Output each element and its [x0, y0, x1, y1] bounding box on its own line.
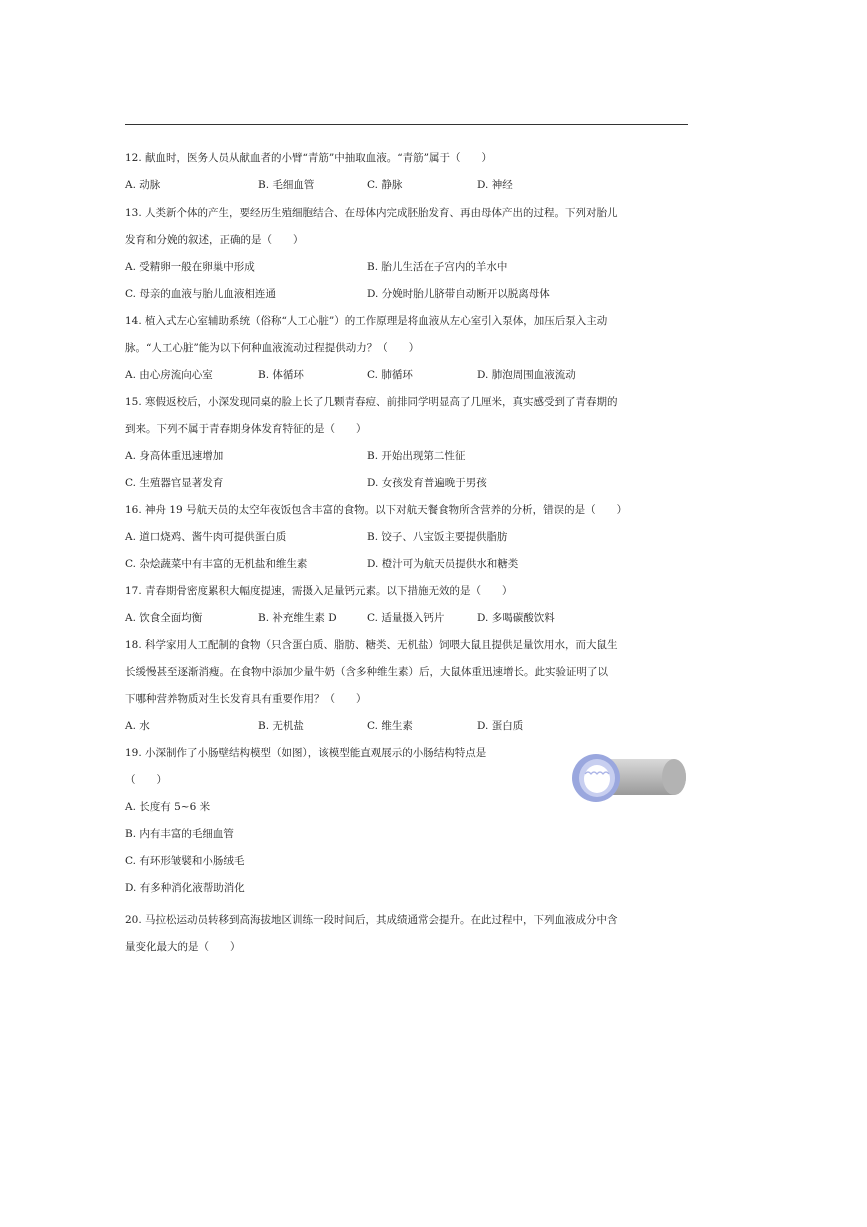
q15-option-a[interactable]: A. 身高体重迅速增加 [125, 450, 224, 462]
q17-option-c[interactable]: C. 适量摄入钙片 [367, 612, 445, 624]
q19-option-a[interactable]: A. 长度有 5~6 米 [125, 801, 211, 813]
q16-option-d[interactable]: D. 橙汁可为航天员提供水和糖类 [367, 558, 519, 570]
q13-option-a[interactable]: A. 受精卵一般在卵巢中形成 [125, 261, 255, 273]
question-12-stem: 12. 献血时，医务人员从献血者的小臂“青筋”中抽取血液。“青筋”属于（ ） [125, 152, 493, 164]
q16-option-c[interactable]: C. 杂烩蔬菜中有丰富的无机盐和维生素 [125, 558, 308, 570]
q12-option-d[interactable]: D. 神经 [477, 179, 513, 191]
q12-option-c[interactable]: C. 静脉 [367, 179, 403, 191]
q19-option-c[interactable]: C. 有环形皱襞和小肠绒毛 [125, 855, 245, 867]
q15-option-b[interactable]: B. 开始出现第二性征 [367, 450, 466, 462]
tube-end-cap [662, 759, 686, 795]
q13-option-c[interactable]: C. 母亲的血液与胎儿血液相连通 [125, 288, 276, 300]
q17-option-a[interactable]: A. 饮食全面均衡 [125, 612, 203, 624]
q18-option-a[interactable]: A. 水 [125, 720, 150, 732]
question-15-stem-line1: 15. 寒假返校后，小深发现同桌的脸上长了几颗青春痘、前排同学明显高了几厘米，真实感受到了青春期的 [125, 396, 618, 408]
question-18-stem-line1: 18. 科学家用人工配制的食物（只含蛋白质、脂肪、糖类、无机盐）饲喂大鼠且提供足量饮用水，而大鼠生 [125, 639, 618, 651]
q17-option-d[interactable]: D. 多喝碳酸饮料 [477, 612, 555, 624]
q19-option-b[interactable]: B. 内有丰富的毛细血管 [125, 828, 234, 840]
q18-option-c[interactable]: C. 维生素 [367, 720, 413, 732]
q14-option-c[interactable]: C. 肺循环 [367, 369, 413, 381]
villi-lining [584, 765, 610, 793]
question-18-stem-line2: 长缓慢甚至逐渐消瘦。在食物中添加少量牛奶（含多种维生素）后，大鼠体重迅速增长。此实验证明了以 [125, 666, 608, 678]
q13-option-d[interactable]: D. 分娩时胎儿脐带自动断开以脱离母体 [367, 288, 550, 300]
q15-option-d[interactable]: D. 女孩发育普遍晚于男孩 [367, 477, 487, 489]
question-15-stem-line2: 到来。下列不属于青春期身体发育特征的是（ ） [125, 423, 367, 435]
question-19-stem-line2: （ ） [125, 774, 167, 786]
q18-option-d[interactable]: D. 蛋白质 [477, 720, 524, 732]
question-13-stem-line1: 13. 人类新个体的产生，要经历生殖细胞结合、在母体内完成胚胎发育、再由母体产出的过程。下列对胎儿 [125, 207, 618, 219]
q18-option-b[interactable]: B. 无机盐 [258, 720, 304, 732]
question-13-stem-line2: 发育和分娩的叙述，正确的是（ ） [125, 234, 304, 246]
q16-option-a[interactable]: A. 道口烧鸡、酱牛肉可提供蛋白质 [125, 531, 287, 543]
q12-option-a[interactable]: A. 动脉 [125, 179, 161, 191]
q14-option-b[interactable]: B. 体循环 [258, 369, 304, 381]
question-16-stem: 16. 神舟 19 号航天员的太空年夜饭包含丰富的食物。以下对航天餐食物所含营养的分析，错误的是（ ） [125, 504, 628, 516]
intestine-wall-model-figure [570, 752, 688, 804]
q14-option-a[interactable]: A. 由心房流向心室 [125, 369, 213, 381]
question-14-stem-line1: 14. 植入式左心室辅助系统（俗称“人工心脏”）的工作原理是将血液从左心室引入泵体，加压后泵入主动 [125, 315, 608, 327]
question-14-stem-line2: 脉。“人工心脏”能为以下何种血液流动过程提供动力？（ ） [125, 342, 420, 354]
q15-option-c[interactable]: C. 生殖器官显著发育 [125, 477, 224, 489]
q14-option-d[interactable]: D. 肺泡周围血液流动 [477, 369, 576, 381]
q16-option-b[interactable]: B. 饺子、八宝饭主要提供脂肪 [367, 531, 508, 543]
question-18-stem-line3: 下哪种营养物质对生长发育具有重要作用？（ ） [125, 693, 367, 705]
question-19-stem-line1: 19. 小深制作了小肠壁结构模型（如图），该模型能直观展示的小肠结构特点是 [125, 747, 487, 759]
question-20-stem-line2: 量变化最大的是（ ） [125, 941, 241, 953]
q19-option-d[interactable]: D. 有多种消化液帮助消化 [125, 882, 245, 894]
q13-option-b[interactable]: B. 胎儿生活在子宫内的羊水中 [367, 261, 508, 273]
header-rule [125, 124, 688, 125]
question-20-stem-line1: 20. 马拉松运动员转移到高海拔地区训练一段时间后，其成绩通常会提升。在此过程中，下列血液成分中含 [125, 914, 618, 926]
question-17-stem: 17. 青春期骨密度累积大幅度提速，需摄入足量钙元素。以下措施无效的是（ ） [125, 585, 513, 597]
q12-option-b[interactable]: B. 毛细血管 [258, 179, 315, 191]
q17-option-b[interactable]: B. 补充维生素 D [258, 612, 337, 624]
